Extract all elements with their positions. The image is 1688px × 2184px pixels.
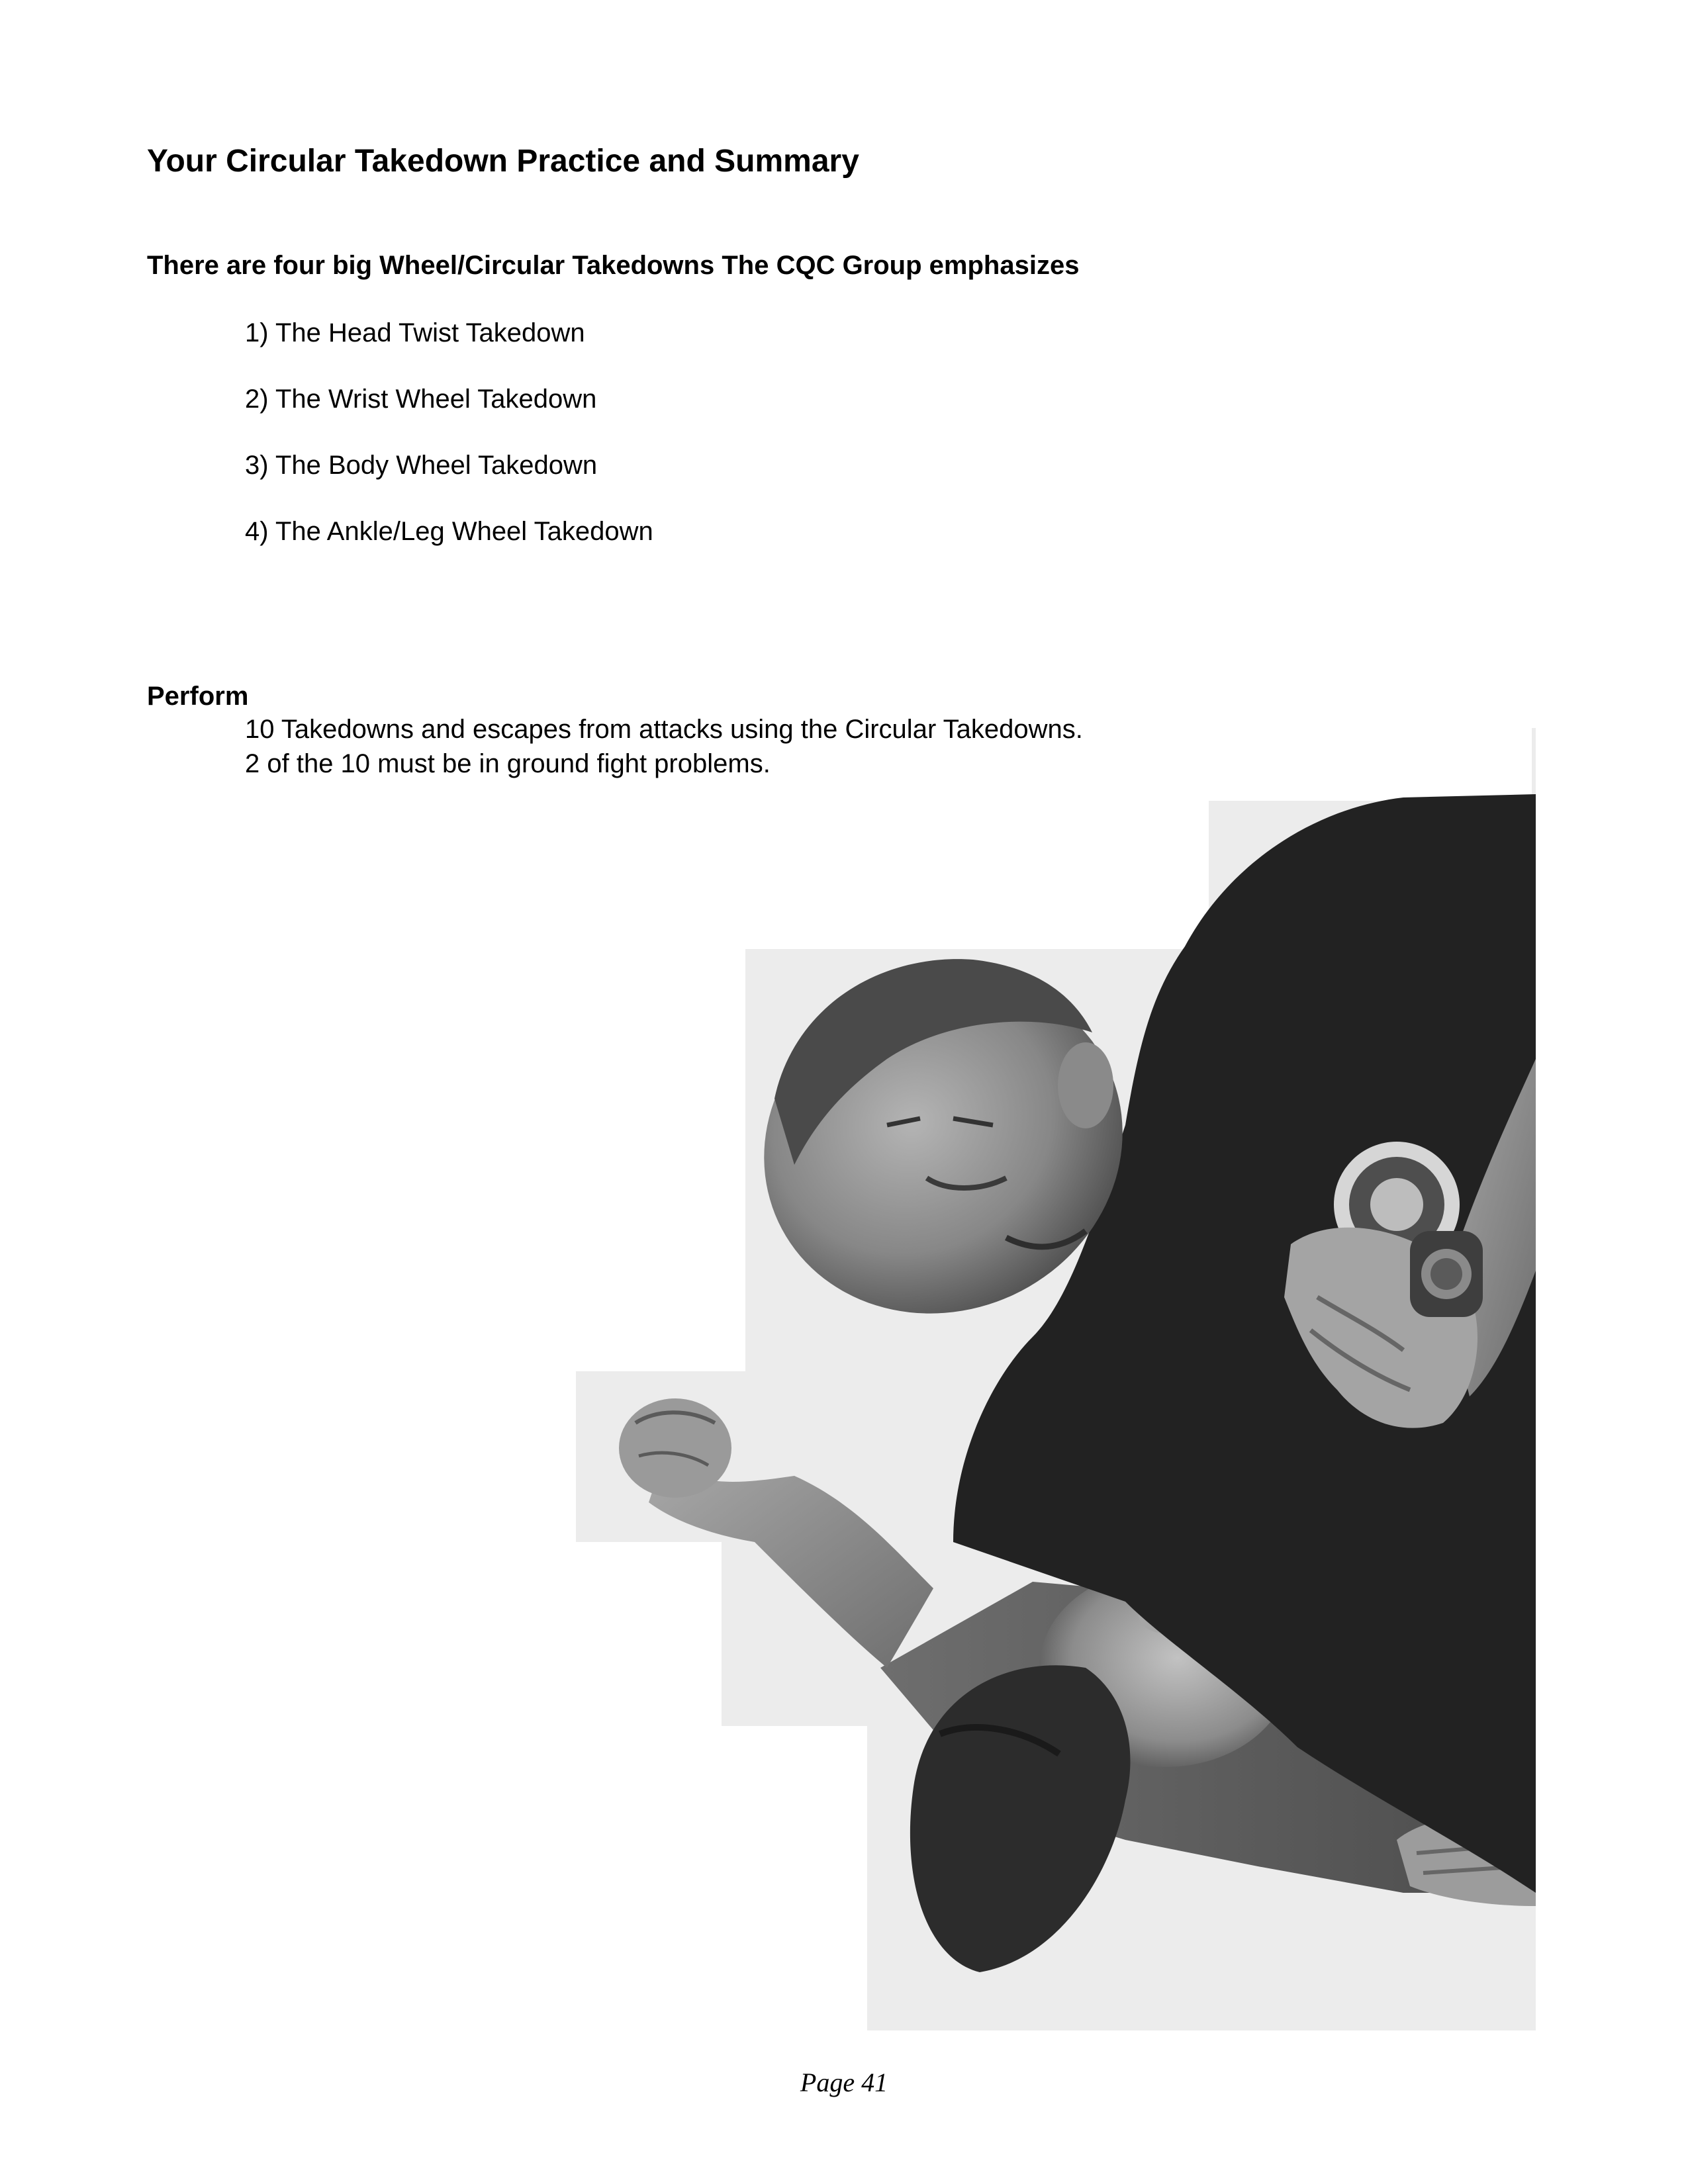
list-item: 3) The Body Wheel Takedown bbox=[245, 451, 598, 480]
perform-line: 10 Takedowns and escapes from attacks using the Circular Takedowns. bbox=[245, 715, 1083, 744]
list-item: 1) The Head Twist Takedown bbox=[245, 318, 585, 347]
page-title: Your Circular Takedown Practice and Summary bbox=[147, 144, 859, 179]
wristwatch bbox=[1410, 1231, 1483, 1317]
list-item: 2) The Wrist Wheel Takedown bbox=[245, 385, 597, 414]
page-number: Page 41 bbox=[800, 2068, 888, 2097]
section-heading: There are four big Wheel/Circular Takedowns The CQC Group emphasizes bbox=[147, 251, 1080, 280]
ear bbox=[1058, 1042, 1113, 1128]
perform-line: 2 of the 10 must be in ground fight problems. bbox=[245, 749, 771, 778]
list-item: 4) The Ankle/Leg Wheel Takedown bbox=[245, 517, 653, 546]
perform-heading: Perform bbox=[147, 682, 249, 711]
